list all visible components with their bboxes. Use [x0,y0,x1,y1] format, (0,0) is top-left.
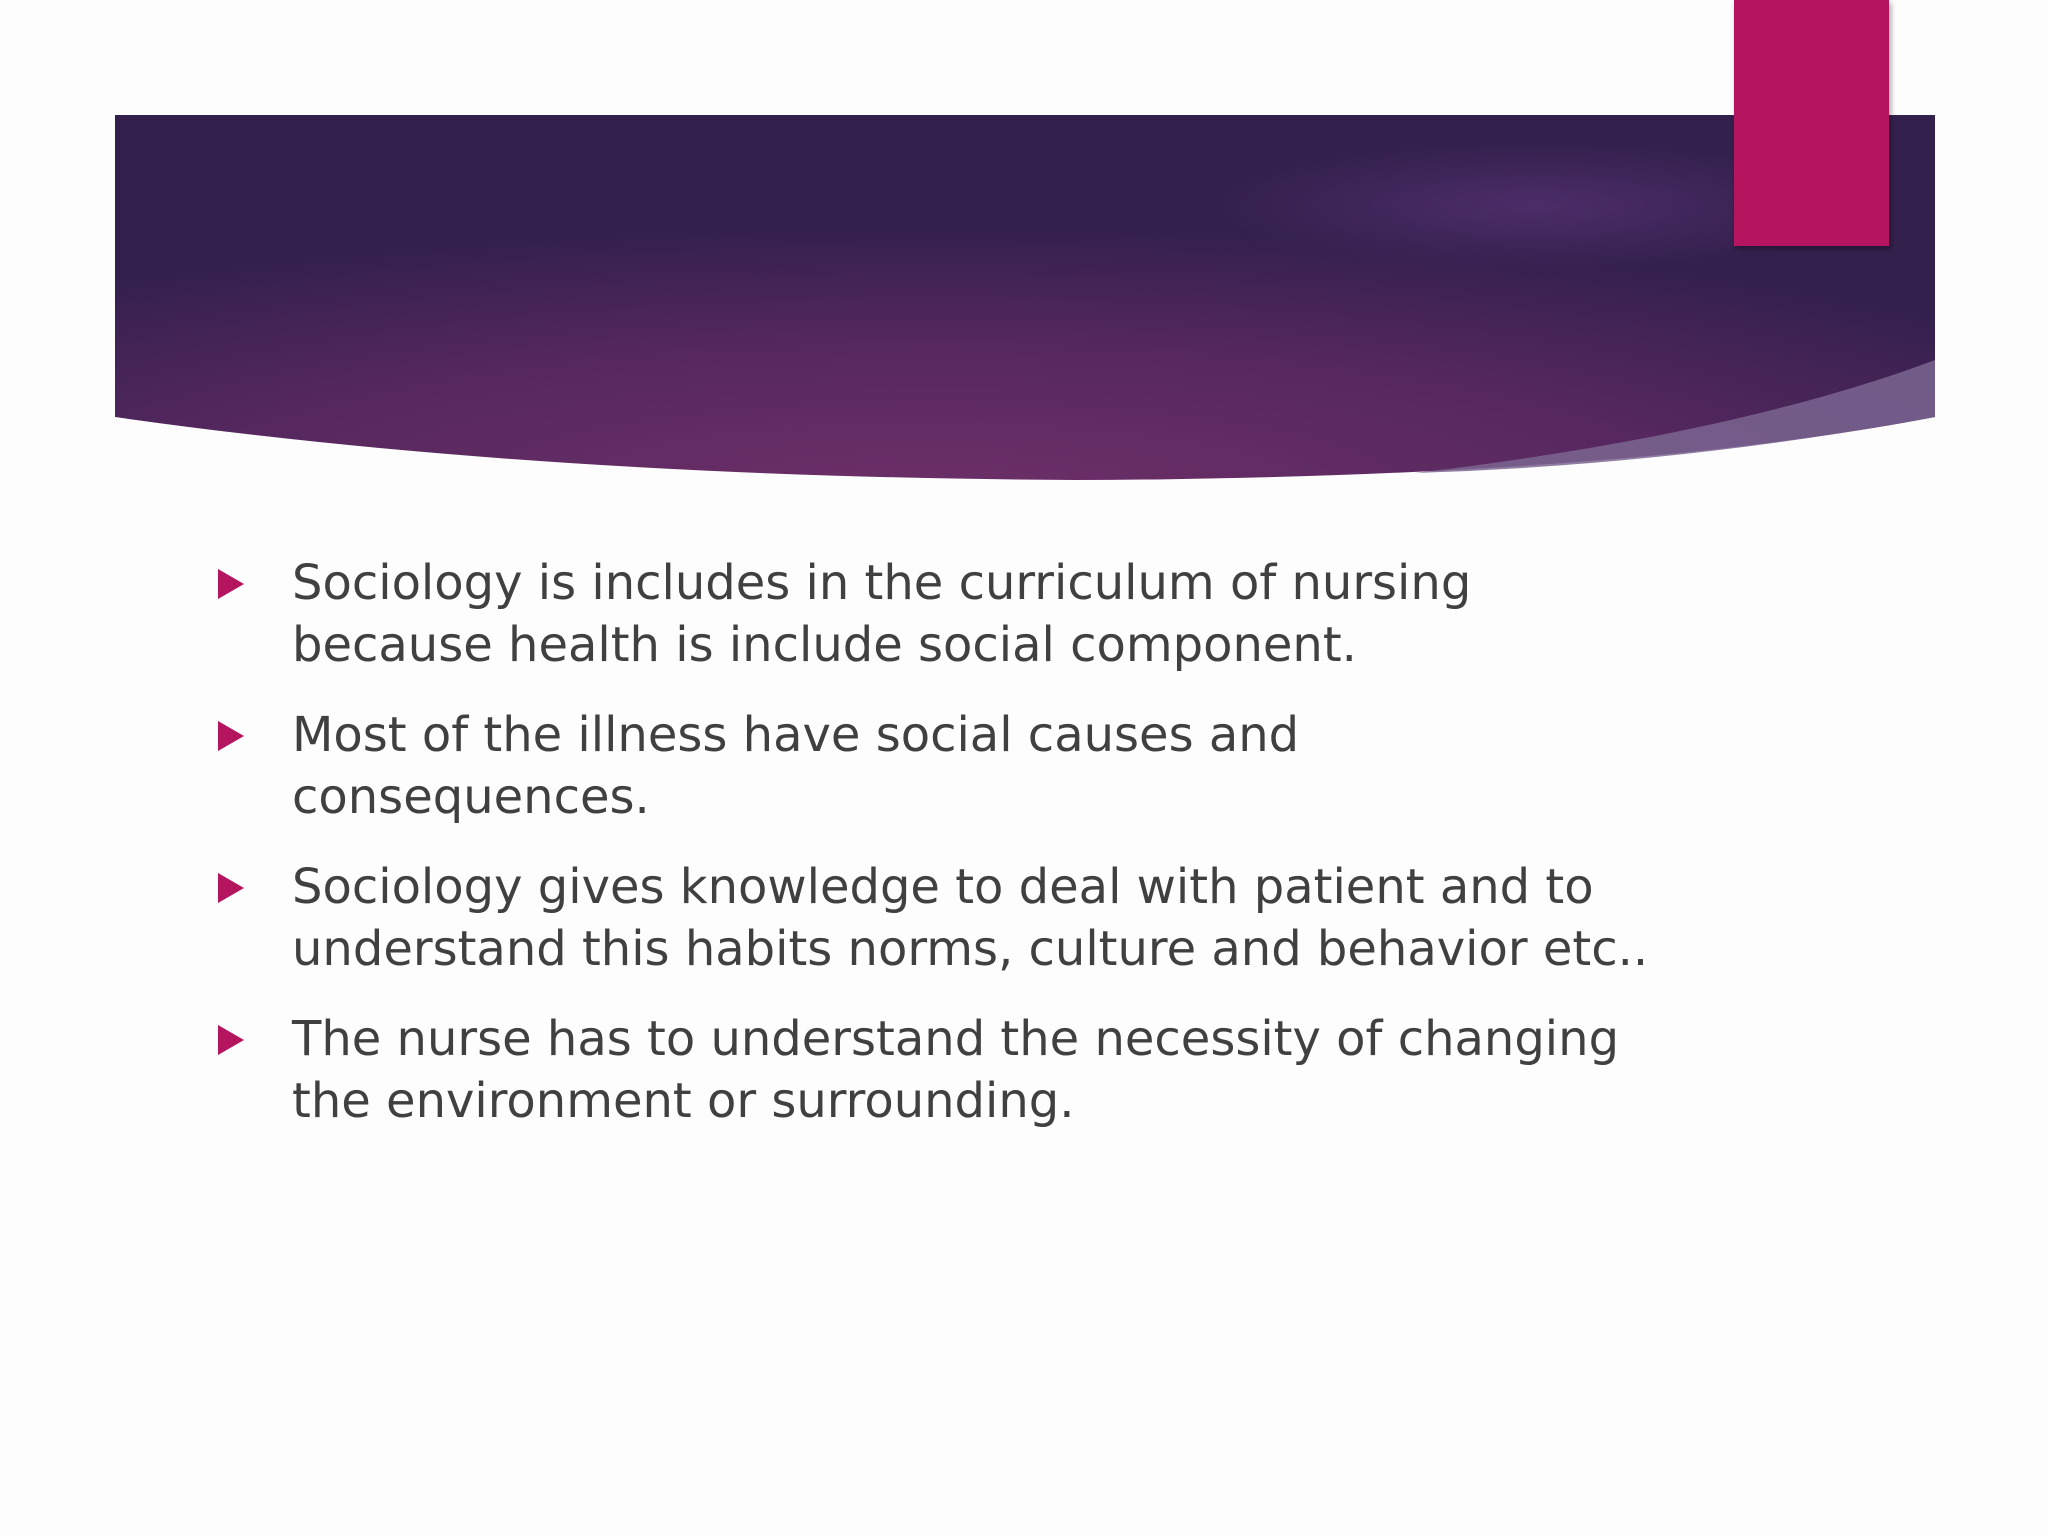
bullet-list [214,552,1654,1160]
bullet-item [214,1008,1654,1132]
triangle-right-icon [218,569,244,599]
bullet-text: Sociology gives knowledge to deal with patient and to understand this habits norms, culture and behavior etc.. [292,859,1649,977]
triangle-right-icon [218,721,244,751]
bullet-text: The nurse has to understand the necessity of changing the environment or surrounding. [292,1011,1620,1129]
bullet-item [214,704,1654,828]
bullet-item [214,856,1654,980]
bullet-text: Most of the illness have social causes and consequences. [292,707,1300,825]
accent-tab [1734,0,1889,246]
bullet-text: Sociology is includes in the curriculum of nursing because health is include social component. [292,555,1472,673]
triangle-right-icon [218,1025,244,1055]
bullet-item [214,552,1654,676]
header-banner [115,115,1935,490]
triangle-right-icon [218,873,244,903]
